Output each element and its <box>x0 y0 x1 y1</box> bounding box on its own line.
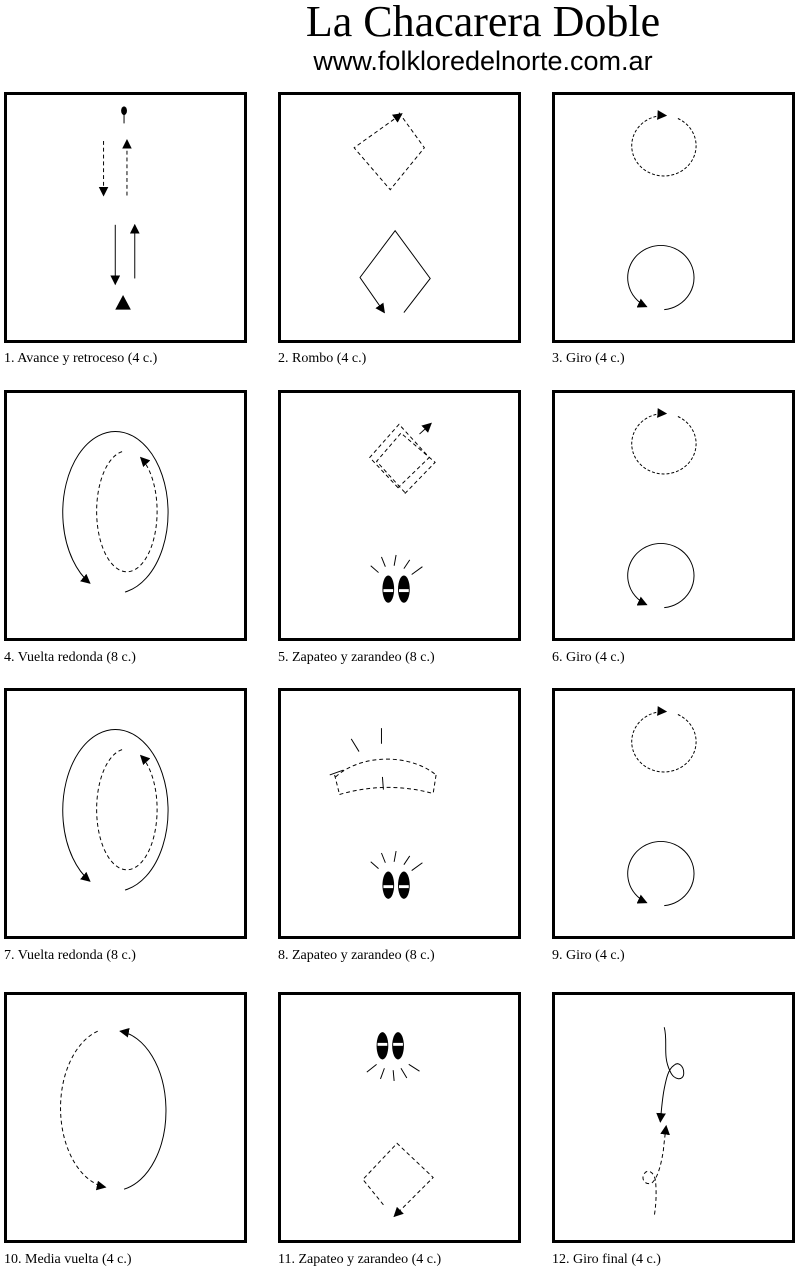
dashed-inner-rhombus <box>377 433 436 493</box>
round-turn-diagram <box>7 393 244 638</box>
figure-panel-7 <box>4 688 247 939</box>
figure-panel-1 <box>4 92 247 343</box>
figure-caption-11: 11. Zapateo y zarandeo (4 c.) <box>278 1252 442 1267</box>
figure-panel-2 <box>278 92 521 343</box>
dashed-final-turn-path <box>643 1126 666 1215</box>
figure-caption-3: 3. Giro (4 c.) <box>552 351 625 366</box>
figure-caption-5: 5. Zapateo y zarandeo (8 c.) <box>278 650 435 665</box>
figure-caption-8: 8. Zapateo y zarandeo (8 c.) <box>278 948 435 963</box>
dashed-turn-circle <box>632 712 696 772</box>
footwork-diagram <box>281 393 518 638</box>
figure-panel-10 <box>4 992 247 1243</box>
figure-panel-5 <box>278 390 521 641</box>
solid-rhombus-path <box>360 231 430 313</box>
dashed-rhombus-path <box>354 113 424 190</box>
solid-turn-circle <box>628 841 694 905</box>
dashed-turn-circle <box>632 414 696 474</box>
turn-diagram <box>555 95 792 340</box>
solid-half-ellipse-path <box>120 1031 166 1189</box>
dashed-inner-ellipse-path <box>97 750 157 870</box>
dashed-inner-ellipse-path <box>97 452 157 572</box>
dashed-rhombus-path <box>363 1143 433 1216</box>
figure-panel-3 <box>552 92 795 343</box>
footsteps-icon <box>367 1032 420 1081</box>
figure-caption-1: 1. Avance y retroceso (4 c.) <box>4 351 158 366</box>
final-turn-diagram <box>555 995 792 1240</box>
footwork-diagram <box>281 995 518 1240</box>
figure-panel-9 <box>552 688 795 939</box>
figure-caption-9: 9. Giro (4 c.) <box>552 948 625 963</box>
figure-caption-6: 6. Giro (4 c.) <box>552 650 625 665</box>
footsteps-icon <box>371 555 423 603</box>
dashed-semicircle-path <box>330 728 436 794</box>
solid-turn-circle <box>628 245 694 309</box>
partner-marker-icon <box>121 106 127 123</box>
page-title: La Chacarera Doble <box>305 0 661 46</box>
figure-caption-10: 10. Media vuelta (4 c.) <box>4 1252 132 1267</box>
figure-panel-11 <box>278 992 521 1243</box>
footsteps-icon <box>371 851 423 899</box>
figure-caption-7: 7. Vuelta redonda (8 c.) <box>4 948 136 963</box>
website-url: www.folkloredelnorte.com.ar <box>313 46 653 76</box>
figure-panel-12 <box>552 992 795 1243</box>
turn-diagram <box>555 691 792 936</box>
half-turn-diagram <box>7 995 244 1240</box>
figure-panel-6 <box>552 390 795 641</box>
rhombus-diagram <box>281 95 518 340</box>
dashed-half-ellipse-path <box>61 1031 106 1187</box>
figure-caption-4: 4. Vuelta redonda (8 c.) <box>4 650 136 665</box>
forward-backward-diagram <box>7 95 244 340</box>
footwork-diagram <box>281 691 518 936</box>
figure-caption-12: 12. Giro final (4 c.) <box>552 1252 661 1267</box>
round-turn-diagram <box>7 691 244 936</box>
dashed-turn-circle <box>632 116 696 176</box>
figure-caption-2: 2. Rombo (4 c.) <box>278 351 367 366</box>
partner-triangle-icon <box>115 295 131 310</box>
figure-panel-8 <box>278 688 521 939</box>
solid-final-turn-path <box>660 1027 683 1122</box>
turn-diagram <box>555 393 792 638</box>
figure-panel-4 <box>4 390 247 641</box>
rhombus-arrow <box>419 423 431 434</box>
solid-turn-circle <box>628 543 694 607</box>
